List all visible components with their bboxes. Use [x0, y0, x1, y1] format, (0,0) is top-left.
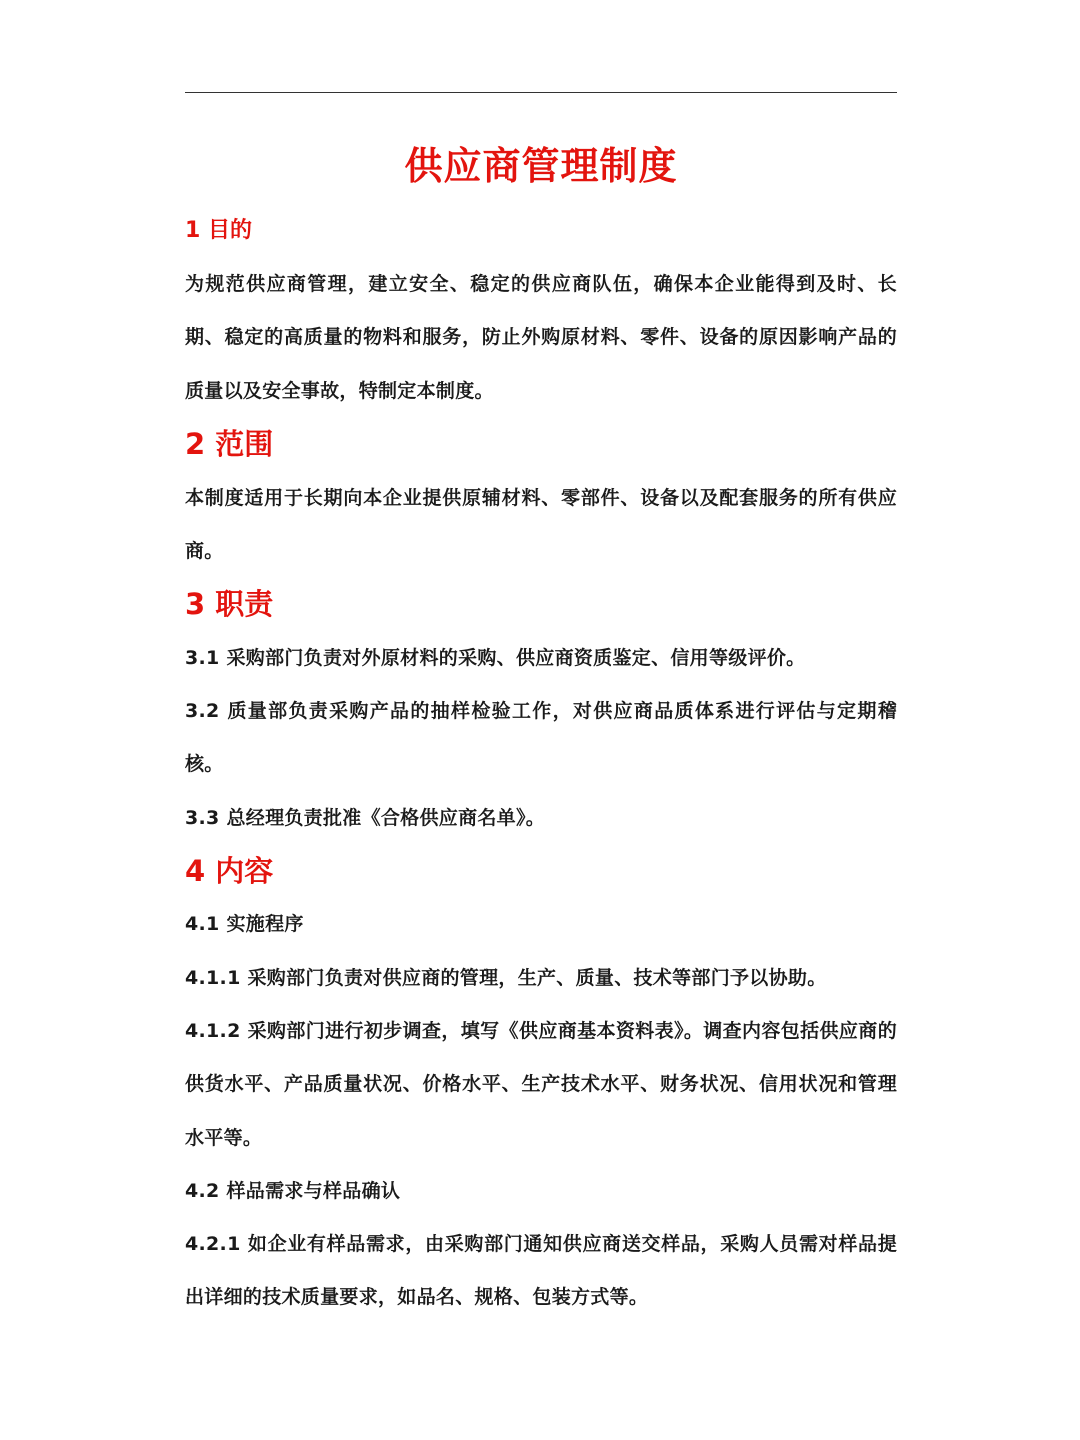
document-title: 供应商管理制度	[404, 144, 678, 188]
paragraph-3-1: 3.1 采购部门负责对外原材料的采购、供应商资质鉴定、信用等级评价。	[185, 647, 806, 669]
section-heading-scope: 2 范围	[185, 427, 274, 461]
section-heading-content: 4 内容	[185, 854, 274, 888]
paragraph-3-2: 3.2 质量部负责采购产品的抽样检验工作，对供应商品质体系进行评估与定期稽核。	[185, 700, 897, 776]
header-rule	[185, 92, 897, 93]
paragraph-scope: 本制度适用于长期向本企业提供原辅材料、零部件、设备以及配套服务的所有供应商。	[185, 487, 897, 563]
paragraph-4-2: 4.2 样品需求与样品确认	[185, 1180, 401, 1202]
paragraph-4-1-1: 4.1.1 采购部门负责对供应商的管理，生产、质量、技术等部门予以协助。	[185, 967, 827, 989]
section-heading-responsibilities: 3 职责	[185, 587, 274, 621]
section-heading-purpose: 1 目的	[185, 218, 252, 243]
paragraph-4-2-1: 4.2.1 如企业有样品需求，由采购部门通知供应商送交样品，采购人员需对样品提出详细的技术质量要求，如品名、规格、包装方式等。	[185, 1233, 897, 1309]
paragraph-purpose: 为规范供应商管理，建立安全、稳定的供应商队伍，确保本企业能得到及时、长期、稳定的高质量的物料和服务，防止外购原材料、零件、设备的原因影响产品的质量以及安全事故，特制定本制度。	[185, 273, 897, 402]
paragraph-3-3: 3.3 总经理负责批准《合格供应商名单》。	[185, 807, 546, 829]
paragraph-4-1-2: 4.1.2 采购部门进行初步调查，填写《供应商基本资料表》。调查内容包括供应商的供货水平、产品质量状况、价格水平、生产技术水平、财务状况、信用状况和管理水平等。	[185, 1020, 897, 1149]
paragraph-4-1: 4.1 实施程序	[185, 913, 304, 935]
